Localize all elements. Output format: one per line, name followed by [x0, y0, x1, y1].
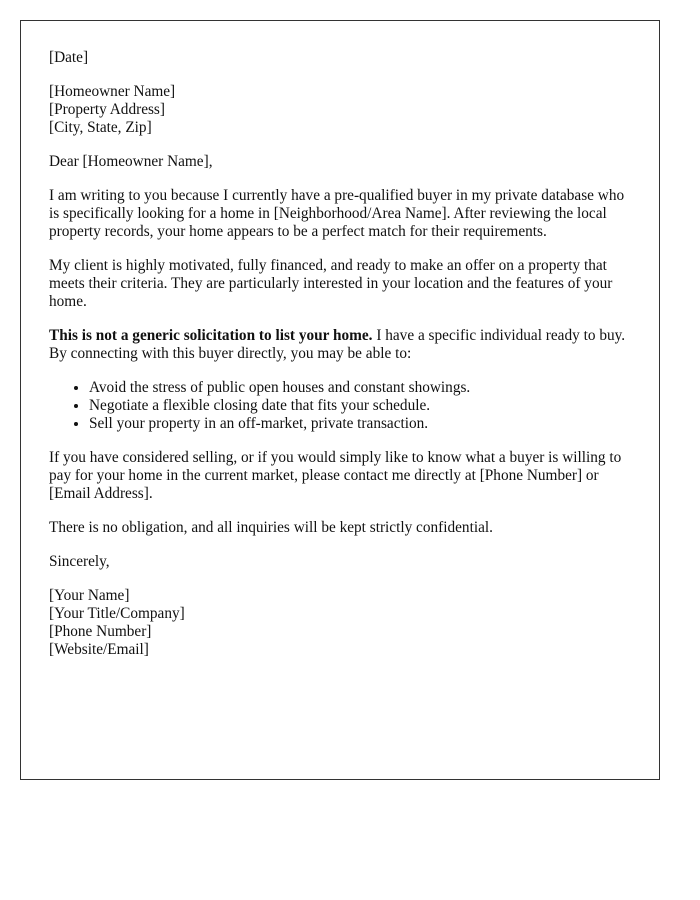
- letter-date: [Date]: [49, 49, 89, 66]
- recipient-property-address: [Property Address]: [49, 101, 165, 118]
- intro-paragraph: I am writing to you because I currently have a pre-qualified buyer in my private database who is specifically looking for a home in [Neighborhood/Area Name]. After reviewing the local property records, your home appears to be a perfect match for their requirements.: [49, 187, 625, 240]
- client-paragraph: My client is highly motivated, fully financed, and ready to make an offer on a property that meets their criteria. They are particularly interested in your location and the features of your home.: [49, 257, 613, 310]
- benefit-item: • Sell your property in an off-market, private transaction.: [89, 415, 631, 433]
- letter-page: [20, 20, 660, 780]
- signature-phone: [Phone Number]: [49, 623, 152, 640]
- signature-name: [Your Name]: [49, 587, 130, 604]
- confidential-paragraph: There is no obligation, and all inquiries will be kept strictly confidential.: [49, 519, 493, 536]
- benefits-list: [49, 379, 631, 433]
- benefit-item: • Avoid the stress of public open houses and constant showings.: [89, 379, 631, 397]
- recipient-name: [Homeowner Name]: [49, 83, 176, 100]
- salutation: Dear [Homeowner Name],: [49, 153, 213, 170]
- recipient-city-state-zip: [City, State, Zip]: [49, 119, 152, 136]
- recipient-address-block: [49, 83, 631, 137]
- emphasis-bold-text: This is not a generic solicitation to list your home.: [49, 327, 373, 344]
- signature-website-email: [Website/Email]: [49, 641, 149, 658]
- closing: Sincerely,: [49, 553, 110, 570]
- emphasis-paragraph: [49, 327, 631, 363]
- benefit-item: • Negotiate a flexible closing date that fits your schedule.: [89, 397, 631, 415]
- emphasis-rest-text: I have a specific individual ready to buy. By connecting with this buyer directly, you may be able to:: [49, 327, 626, 362]
- contact-paragraph: If you have considered selling, or if you would simply like to know what a buyer is willing to pay for your home in the current market, please contact me directly at [Phone Number] or [Email Address].: [49, 449, 622, 502]
- signature-block: [49, 587, 631, 659]
- signature-title-company: [Your Title/Company]: [49, 605, 185, 622]
